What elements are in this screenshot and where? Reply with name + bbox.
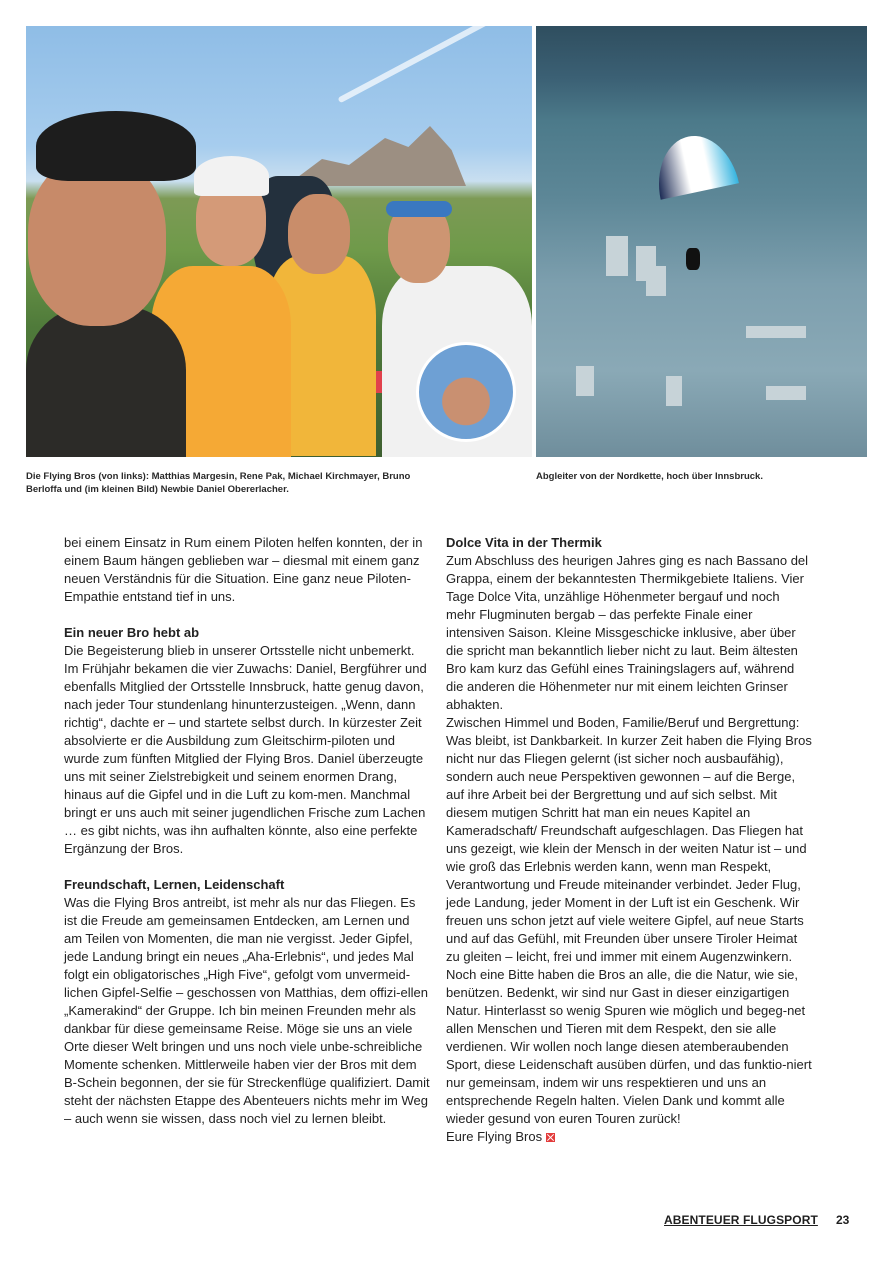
paraglider-photo — [536, 26, 867, 457]
building — [766, 386, 806, 400]
person-1-head — [28, 156, 166, 326]
page-number: 23 — [836, 1213, 850, 1227]
person-4-visor — [386, 201, 452, 217]
body-paragraph: Noch eine Bitte haben die Bros an alle, die die Natur, wie sie, benützen. Bedenkt, wir sind nur Gast in dieser einzigartigen Natur. Hinterlasst so wenig Spuren wie möglich und begeg-net allen Menschen und Tieren mit dem Respekt, den sie alle verdienen. Wir wollen noch lange diesen atemberaubenden Sport, diese Leidenschaft ausüben dürfen, und das funktio-niert nur gemeinsam, indem wir uns respektieren und uns an entsprechende Regeln halten. Vielen Dank und kommt alle wieder gesund von euren Touren zurück! — [446, 967, 812, 1126]
person-2-cap — [194, 156, 269, 196]
body-paragraph: Zum Abschluss des heurigen Jahres ging es nach Bassano del Grappa, einem der bekanntesten Thermikgebiete Italiens. Vier Tage Dolce Vita, unzählige Höhenmeter bergauf und noch mehr Flugminuten bergab – das perfekte Finale einer intensiven Saison. Kleine Missgeschicke inklusive, aber über die spricht man bekanntlich lieber nicht zu laut. Beim ältesten Bro kam kurz das Gefühl eines Trainingslagers auf, während die anderen die Höhenmeter nur mit einem leichten Grinser abhakten. — [446, 553, 809, 712]
person-1-cap — [36, 111, 196, 181]
building — [646, 266, 666, 296]
paraglider-wing — [649, 128, 739, 199]
photo-caption-left: Die Flying Bros (von links): Matthias Margesin, Rene Pak, Michael Kirchmayer, Bruno Berloffa und (im kleinen Bild) Newbie Daniel Obererlacher. — [26, 471, 411, 495]
building — [606, 236, 628, 276]
section-heading: Ein neuer Bro hebt ab — [64, 625, 200, 640]
inset-portrait — [416, 342, 516, 442]
footer-section-title: ABENTEUER FLUGSPORT — [664, 1213, 818, 1227]
body-paragraph: bei einem Einsatz in Rum einem Piloten helfen konnten, der in einem Baum hängen geblieben war – diesmal mit einem ganz neuen Verständnis für die Situation. Eine ganz neue Piloten-Empathie entstand tief in uns. — [64, 535, 423, 604]
article-column-left — [64, 534, 430, 1128]
end-of-article-mark-icon — [546, 1133, 555, 1142]
building — [746, 326, 806, 338]
sky-contrail — [337, 26, 532, 103]
section-heading: Dolce Vita in der Thermik — [446, 535, 602, 550]
group-selfie-photo — [26, 26, 532, 457]
signature-line — [446, 1128, 812, 1146]
photo-caption-right: Abgleiter von der Nordkette, hoch über Innsbruck. — [536, 471, 763, 482]
paraglider-pilot — [686, 248, 700, 270]
building — [576, 366, 594, 396]
person-1-body — [26, 306, 186, 457]
signature: Eure Flying Bros — [446, 1129, 543, 1144]
body-paragraph: Zwischen Himmel und Boden, Familie/Beruf und Bergrettung: Was bleibt, ist Dankbarkeit. In kurzer Zeit haben die Flying Bros nicht nur das Fliegen gelernt (ist sicher noch ausbaufähig), sondern auch neue Perspektiven gewonnen – auf die Berge, auf ihre Arbeit bei der Bergrettung und auf sich selbst. Mit diesem mutigen Schritt hat man ein neues Kapitel an Kameradschaft/ Freundschaft aufgeschlagen. Das Fliegen hat uns gezeigt, wie klein der Mensch in der weiten Natur ist – und wie groß das Erlebnis werden kann, wenn man Respekt, Verantwortung und Freude miteinander verbindet. Jeder Flug, jede Landung, jeder Moment in der Luft ist ein Geschenk. Wir freuen uns schon jetzt auf viele weitere Gipfel, auf neue Starts und auf das Gefühl, mit Freunden über unsere Tiroler Heimat zu gleiten – leicht, frei und immer mit einem Augenzwinkern. — [446, 715, 812, 964]
body-paragraph: Die Begeisterung blieb in unserer Ortsstelle nicht unbemerkt. Im Frühjahr bekamen die vier Zuwachs: Daniel, Bergführer und ebenfalls Mitglied der Ortsstelle Innsbruck, hatte genug davon, nach jeder Tour stundenlang hinunterzusteigen. „Wenn, dann richtig“, dachte er – und startete selbst durch. In kürzester Zeit absolvierte er die Ausbildung zum Gleitschirm-piloten und wurde zum fünften Mitglied der Flying Bros. Daniel überzeugte uns mit seiner Zielstrebigkeit und seinem enormen Drang, hinaus auf die Gipfel und in die Luft zu kom-men. Manchmal bringt er uns auch mit seiner jugendlichen Frische zum Lachen … es gibt nichts, was ihn aufhalten könnte, also eine perfekte Ergänzung der Bros. — [64, 643, 427, 856]
person-3-head — [288, 194, 350, 274]
building — [666, 376, 682, 406]
article-column-right — [446, 534, 812, 1146]
body-paragraph: Was die Flying Bros antreibt, ist mehr als nur das Fliegen. Es ist die Freude am gemeinsamen Entdecken, am Lernen und am Teilen von Momenten, die man nie vergisst. Jeder Gipfel, jede Landung bringt ein neues „Aha-Erlebnis“, und jedes Mal folgt ein obligatorisches „High Five“, gefolgt vom unvermeid-lichen Gipfel-Selfie – geschossen von Matthias, dem offizi-ellen „Kamerakind“ der Gruppe. Ich bin meinen Freunden mehr als dankbar für diese gemeinsame Reise. Möge sie uns an viele Orte dieser Welt bringen und uns noch viele unbe-schreibliche Momente schenken. Mittlerweile haben vier der Bros mit dem B-Schein begonnen, der sie für Streckenflüge qualifiziert. Damit steht der nächsten Etappe des Abenteuers nichts mehr im Weg – auch wenn sie wissen, dass noch viel zu lernen bleibt. — [64, 895, 430, 1126]
section-heading: Freundschaft, Lernen, Leidenschaft — [64, 877, 285, 892]
